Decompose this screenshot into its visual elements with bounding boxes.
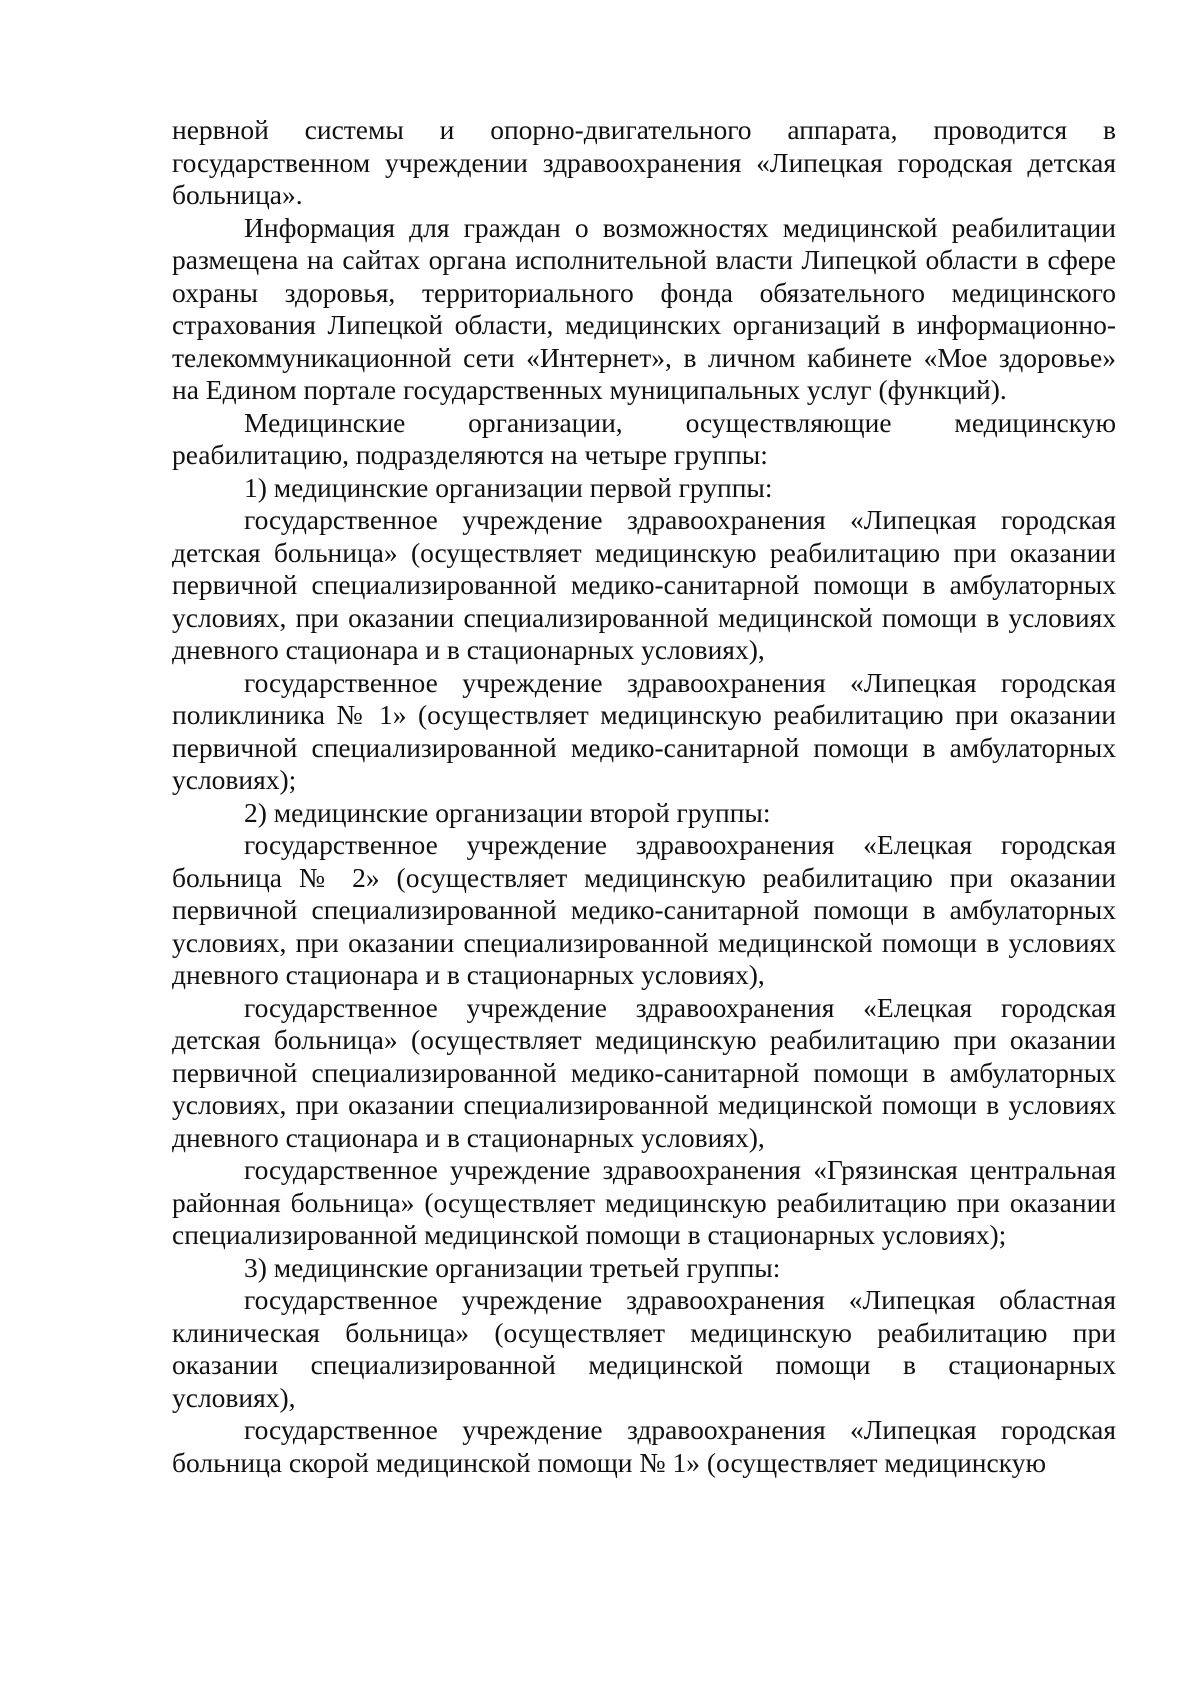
document-body	[172, 114, 1116, 1479]
paragraph-1: нервной системы и опорно-двигательного аппарата, проводится в государственном учреждении здравоохранения «Липецкая городская детская больница».	[172, 114, 1116, 210]
paragraph-3: Медицинские организации, осуществляющие медицинскую реабилитацию, подразделяются на четыре группы:	[172, 406, 1116, 470]
paragraph-2: Информация для граждан о возможностях медицинской реабилитации размещена на сайтах органа исполнительной власти Липецкой области в сфере охраны здоровья, территориального фонда обязательного медицинского страхования Липецкой области, медицинских организаций в информационно-телекоммуникационной сети «Интернет», в личном кабинете «Мое здоровье» на Едином портале государственных муниципальных услуг (функций).	[172, 211, 1116, 405]
paragraph-9: государственное учреждение здравоохранения «Елецкая городская детская больница» (осуществляет медицинскую реабилитацию при оказании первичной специализированной медико-санитарной помощи в амбулаторных условиях, при оказании специализированной медицинской помощи в условиях дневного стационара и в стационарных условиях),	[172, 991, 1116, 1153]
paragraph-11: 3) медицинские организации третьей группы:	[244, 1251, 781, 1283]
paragraph-6: государственное учреждение здравоохранения «Липецкая городская поликлиника № 1» (осуществляет медицинскую реабилитацию при оказании первичной специализированной медико-санитарной помощи в амбулаторных условиях);	[172, 666, 1116, 795]
paragraph-10: государственное учреждение здравоохранения «Грязинская центральная районная больница» (осуществляет медицинскую реабилитацию при оказании специализированной медицинской помощи в стационарных условиях);	[172, 1154, 1116, 1250]
paragraph-7: 2) медицинские организации второй группы:	[244, 796, 771, 828]
paragraph-5: государственное учреждение здравоохранения «Липецкая городская детская больница» (осуществляет медицинскую реабилитацию при оказании первичной специализированной медико-санитарной помощи в амбулаторных условиях, при оказании специализированной медицинской помощи в условиях дневного стационара и в стационарных условиях),	[172, 504, 1116, 665]
paragraph-4: 1) медицинские организации первой группы:	[244, 471, 773, 503]
paragraph-12: государственное учреждение здравоохранения «Липецкая областная клиническая больница» (осуществляет медицинскую реабилитацию при оказании специализированной медицинской помощи в стационарных условиях),	[172, 1284, 1116, 1413]
paragraph-8: государственное учреждение здравоохранения «Елецкая городская больница № 2» (осуществляет медицинскую реабилитацию при оказании первичной специализированной медико-санитарной помощи в амбулаторных условиях, при оказании специализированной медицинской помощи в условиях дневного стационара и в стационарных условиях),	[172, 829, 1116, 990]
paragraph-13: государственное учреждение здравоохранения «Липецкая городская больница скорой медицинской помощи № 1» (осуществляет медицинскую	[172, 1414, 1116, 1478]
